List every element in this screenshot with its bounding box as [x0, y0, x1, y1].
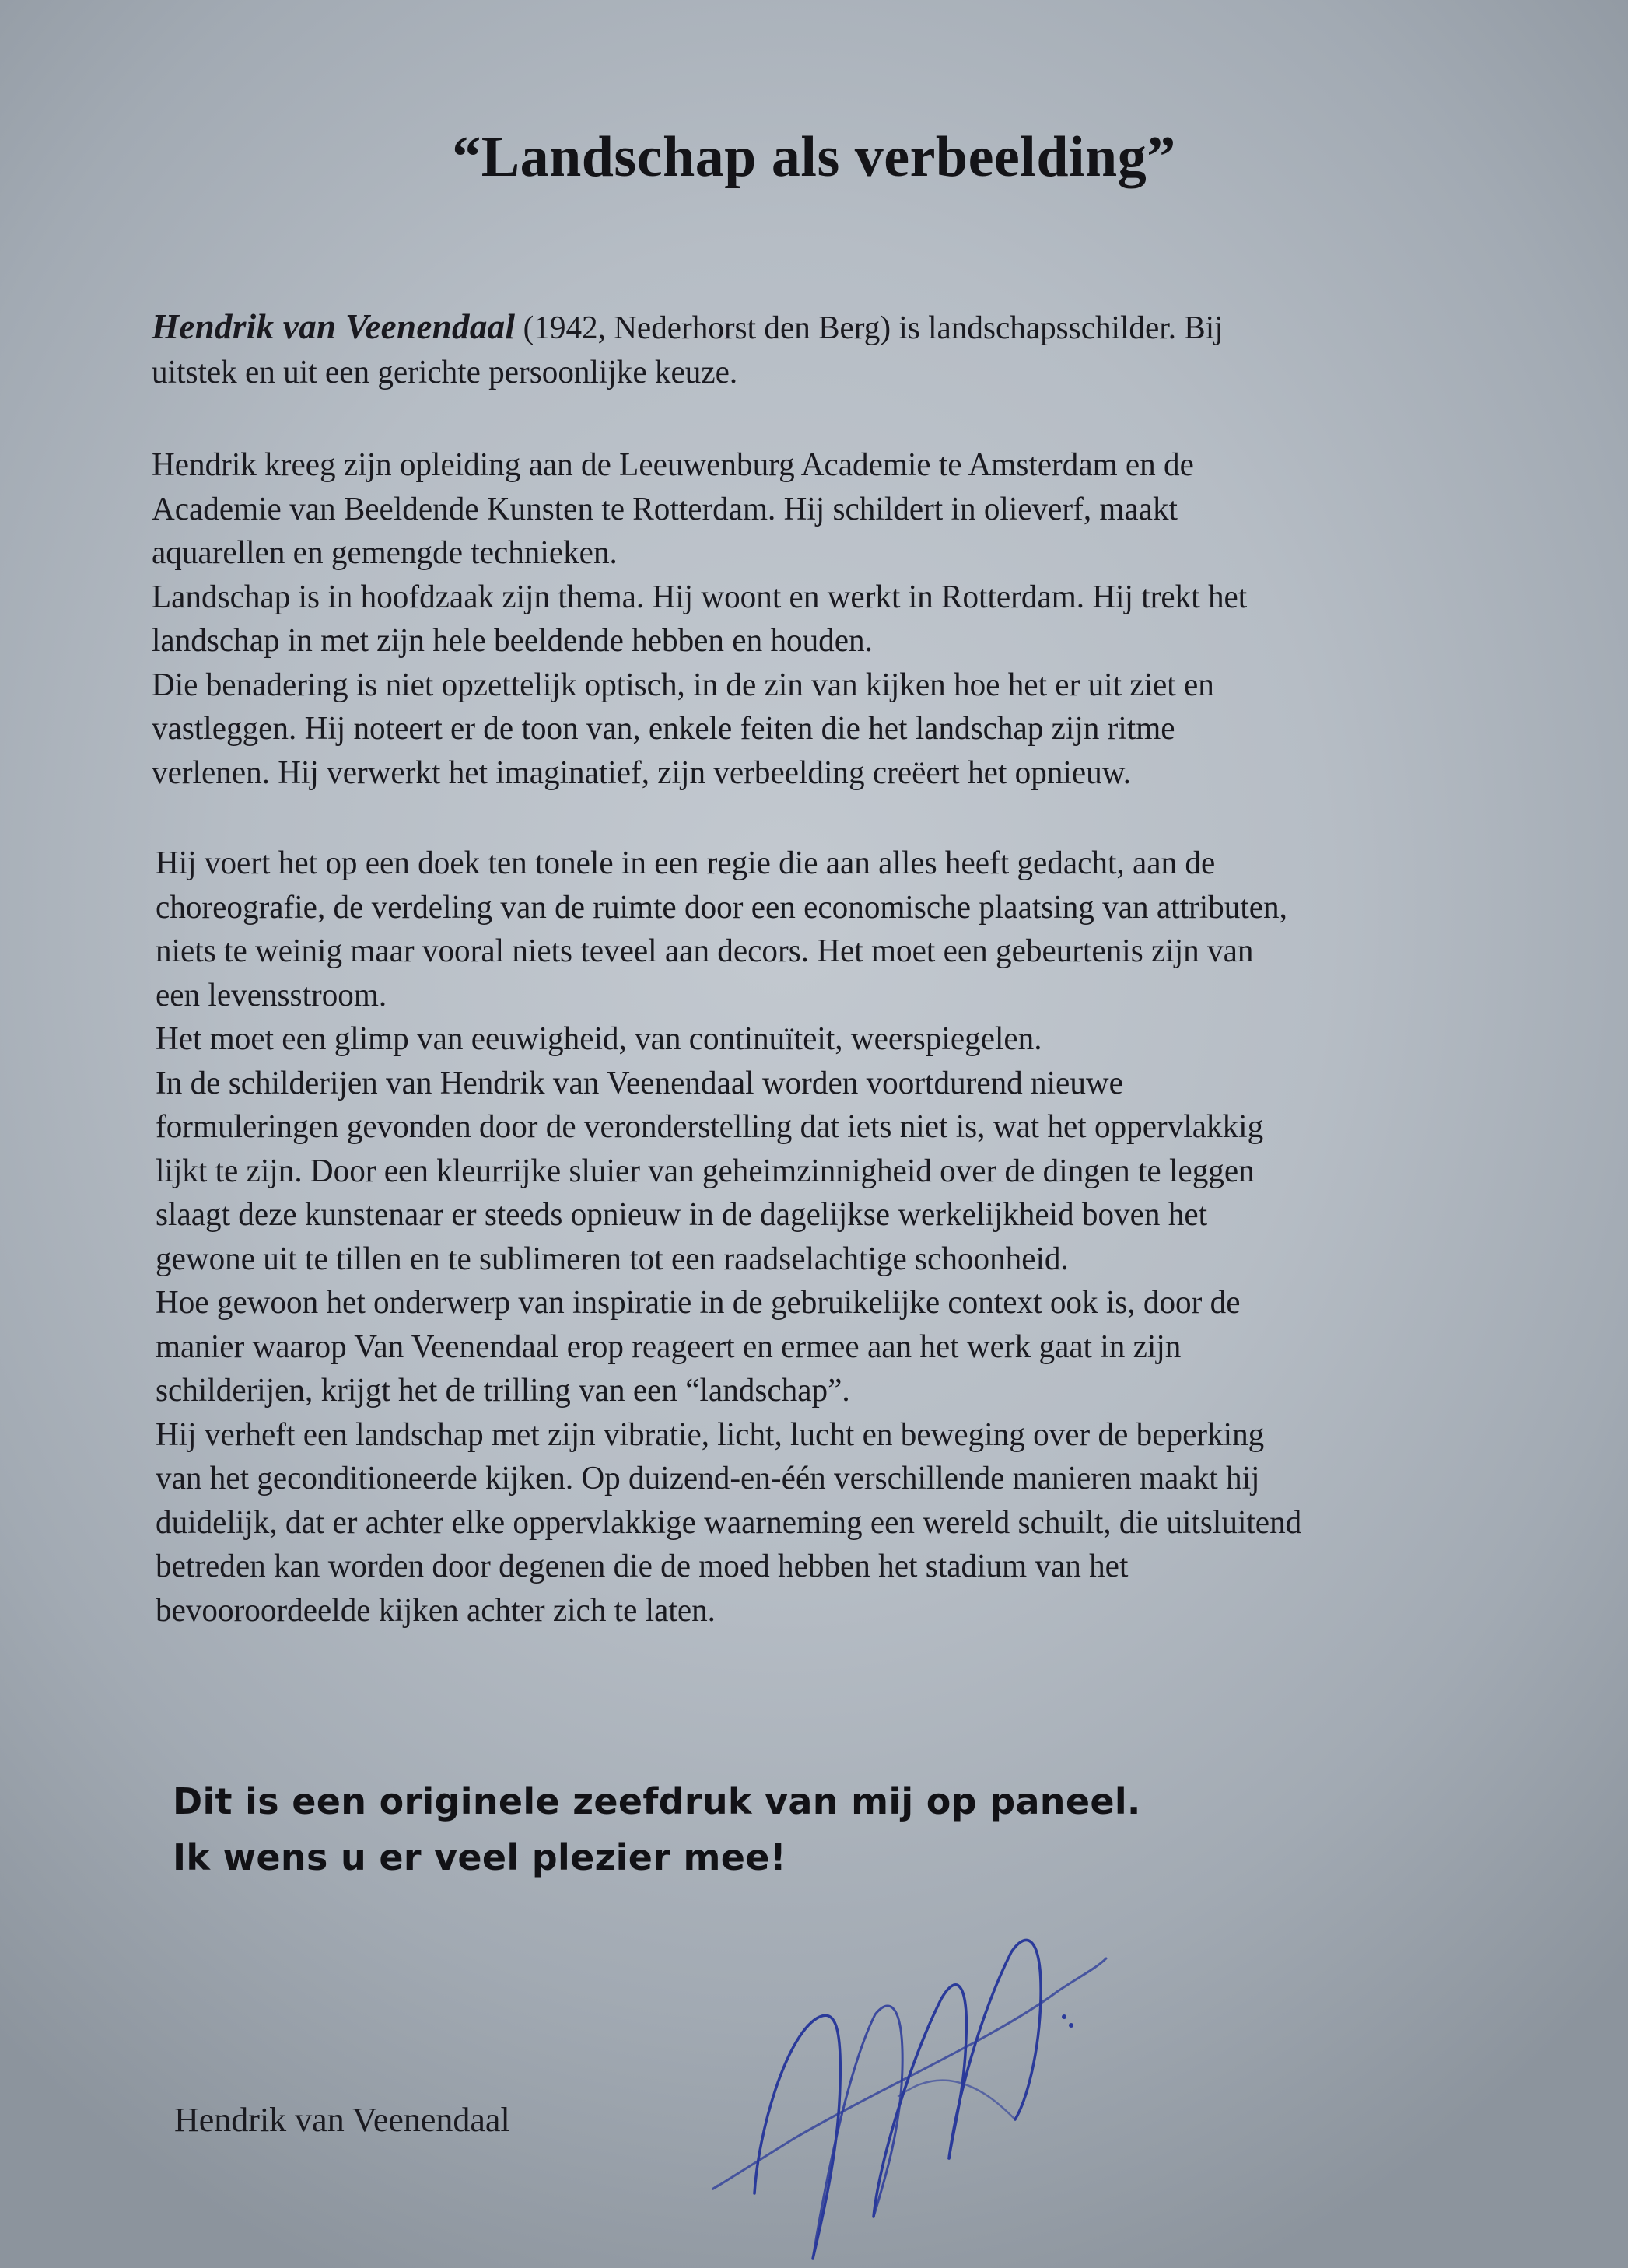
signoff-message	[173, 1773, 1141, 1885]
text-line: landschap in met zijn hele beeldende hebben en houden.	[152, 623, 873, 659]
text-line: Hendrik kreeg zijn opleiding aan de Leeuwenburg Academie te Amsterdam en de	[152, 447, 1194, 483]
text-line: betreden kan worden door degenen die de moed hebben het stadium van het	[156, 1549, 1129, 1584]
text-line: gewone uit te tillen en te sublimeren tot een raadselachtige schoonheid.	[156, 1241, 1069, 1277]
text-line: Landschap is in hoofdzaak zijn thema. Hij woont en werkt in Rotterdam. Hij trekt het	[152, 579, 1248, 615]
signoff-line: Dit is een originele zeefdruk van mij op paneel.	[173, 1780, 1141, 1822]
text-line: Academie van Beeldende Kunsten te Rotterdam. Hij schildert in olieverf, maakt	[152, 491, 1178, 527]
text-line: bevooroordeelde kijken achter zich te laten.	[156, 1592, 716, 1629]
biography-paragraph	[152, 443, 1508, 795]
intro-paragraph	[152, 305, 1508, 394]
text-line: schilderijen, krijgt het de trilling van een “landschap”.	[156, 1373, 850, 1409]
text-line: lijkt te zijn. Door een kleurrijke sluier van geheimzinnigheid over de dingen te leggen	[156, 1153, 1255, 1189]
text-line: Het moet een glimp van eeuwigheid, van continuïteit, weerspiegelen.	[156, 1021, 1042, 1057]
text-line: niets te weinig maar vooral niets teveel aan decors. Het moet een gebeurtenis zijn van	[156, 933, 1254, 969]
signature-icon	[684, 1929, 1245, 2268]
text-line: Die benadering is niet opzettelijk optisch, in de zin van kijken hoe het er uit ziet en	[152, 667, 1214, 703]
text-line: Hoe gewoon het onderwerp van inspiratie in de gebruikelijke context ook is, door de	[156, 1285, 1241, 1321]
text-line: formuleringen gevonden door de veronderstelling dat iets niet is, wat het oppervlakkig	[156, 1109, 1264, 1145]
text-line: slaagt deze kunstenaar er steeds opnieuw in de dagelijkse werkelijkheid boven het	[156, 1197, 1208, 1233]
text-line: van het geconditioneerde kijken. Op duizend-en-één verschillende manieren maakt hij	[156, 1461, 1260, 1496]
text-line: vastleggen. Hij noteert er de toon van, enkele feiten die het landschap zijn ritme	[152, 711, 1175, 747]
author-name: Hendrik van Veenendaal	[174, 2101, 510, 2139]
intro-line	[152, 305, 1508, 351]
text-line: duidelijk, dat er achter elke oppervlakkige waarneming een wereld schuilt, die uitsluitend	[156, 1504, 1302, 1541]
intro-line: uitstek en uit een gerichte persoonlijke keuze.	[152, 354, 738, 390]
document-title: “Landschap als verbeelding”	[452, 125, 1176, 189]
intro-text: (1942, Nederhorst den Berg) is landschapsschilder. Bij	[515, 310, 1224, 346]
artist-name: Hendrik van Veenendaal	[152, 306, 516, 346]
text-line: choreografie, de verdeling van de ruimte door een economische plaatsing van attributen,	[156, 889, 1287, 926]
text-line: een levensstroom.	[156, 977, 387, 1013]
text-line: Hij verheft een landschap met zijn vibratie, licht, lucht en beweging over de beperking	[156, 1416, 1265, 1453]
text-line: manier waarop Van Veenendaal erop reageert en ermee aan het werk gaat in zijn	[156, 1328, 1182, 1365]
text-line: In de schilderijen van Hendrik van Veenendaal worden voortdurend nieuwe	[156, 1065, 1123, 1101]
signoff-line: Ik wens u er veel plezier mee!	[173, 1836, 787, 1878]
text-line: aquarellen en gemengde technieken.	[152, 535, 618, 571]
text-line: Hij voert het op een doek ten tonele in een regie die aan alles heeft gedacht, aan de	[156, 845, 1216, 881]
text-line: verlenen. Hij verwerkt het imaginatief, zijn verbeelding creëert het opnieuw.	[152, 754, 1132, 791]
description-paragraph	[156, 842, 1512, 1633]
